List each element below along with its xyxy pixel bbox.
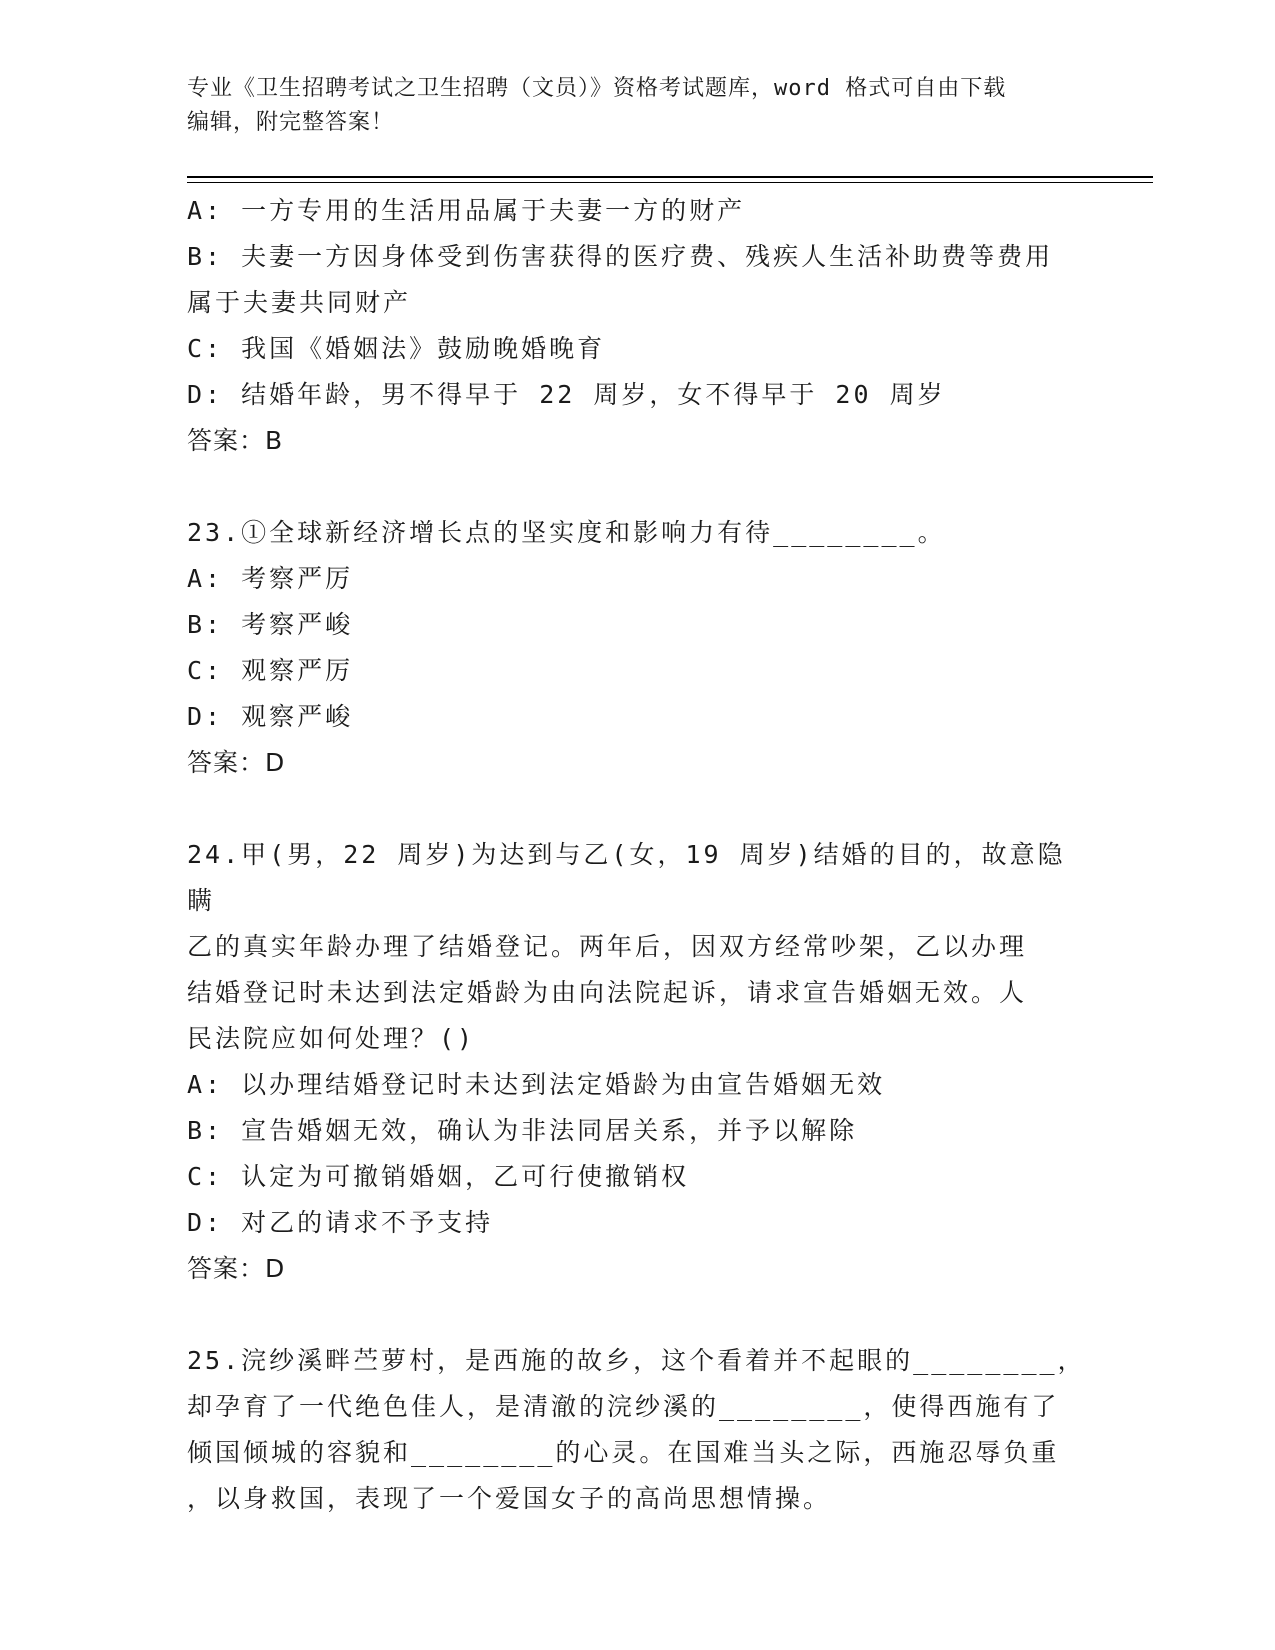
- document-header: [187, 72, 1067, 140]
- option-d: D: 观察严峻: [187, 702, 354, 731]
- spacer: [187, 1292, 1087, 1338]
- answer-line: 答案：B: [187, 426, 284, 455]
- question-stem: 23.①全球新经济增长点的坚实度和影响力有待________。: [187, 518, 946, 547]
- question-stem-line-3: 结婚登记时未达到法定婚龄为由向法院起诉，请求宣告婚姻无效。人: [187, 978, 1028, 1007]
- option-d: D: 结婚年龄，男不得早于 22 周岁，女不得早于 20 周岁: [187, 380, 946, 409]
- option-c: C: 认定为可撤销婚姻，乙可行使撤销权: [187, 1162, 690, 1191]
- option-c: C: 观察严厉: [187, 656, 354, 685]
- header-line-2: 编辑，附完整答案！: [187, 110, 395, 135]
- option-a: A: 以办理结婚登记时未达到法定婚龄为由宣告婚姻无效: [187, 1070, 886, 1099]
- question-22-block: [187, 188, 1087, 464]
- question-stem-line-2: 却孕育了一代绝色佳人，是清澈的浣纱溪的________，使得西施有了: [187, 1392, 1060, 1421]
- option-b: B: 考察严峻: [187, 610, 354, 639]
- answer-line: 答案：D: [187, 1254, 286, 1283]
- option-b: B: 宣告婚姻无效，确认为非法同居关系，并予以解除: [187, 1116, 858, 1145]
- question-stem-line-1: 24.甲(男，22 周岁)为达到与乙(女，19 周岁)结婚的目的，故意隐瞒: [187, 840, 1066, 915]
- answer-line: 答案：D: [187, 748, 286, 777]
- question-stem-line-2: 乙的真实年龄办理了结婚登记。两年后，因双方经常吵架，乙以办理: [187, 932, 1028, 961]
- question-24-block: [187, 832, 1087, 1292]
- option-b-continued: 属于夫妻共同财产: [187, 288, 412, 317]
- question-stem-line-3: 倾国倾城的容貌和________的心灵。在国难当头之际，西施忍辱负重: [187, 1438, 1060, 1467]
- question-stem-line-4: 民法院应如何处理？(): [187, 1024, 476, 1053]
- option-a: A: 一方专用的生活用品属于夫妻一方的财产: [187, 196, 746, 225]
- question-25-block: [187, 1338, 1087, 1522]
- header-divider-thick: [187, 176, 1153, 178]
- spacer: [187, 464, 1087, 510]
- question-23-block: [187, 510, 1087, 786]
- spacer: [187, 786, 1087, 832]
- header-line-1: 专业《卫生招聘考试之卫生招聘（文员）》资格考试题库，word 格式可自由下载: [187, 76, 1007, 101]
- header-divider-thin: [187, 182, 1153, 183]
- option-a: A: 考察严厉: [187, 564, 354, 593]
- question-stem-line-1: 25.浣纱溪畔苎萝村，是西施的故乡，这个看着并不起眼的________，: [187, 1346, 1086, 1375]
- question-content: [187, 188, 1087, 1522]
- question-stem-line-4: ，以身救国，表现了一个爱国女子的高尚思想情操。: [187, 1484, 832, 1513]
- option-c: C: 我国《婚姻法》鼓励晚婚晚育: [187, 334, 606, 363]
- option-b: B: 夫妻一方因身体受到伤害获得的医疗费、残疾人生活补助费等费用: [187, 242, 1054, 271]
- option-d: D: 对乙的请求不予支持: [187, 1208, 494, 1237]
